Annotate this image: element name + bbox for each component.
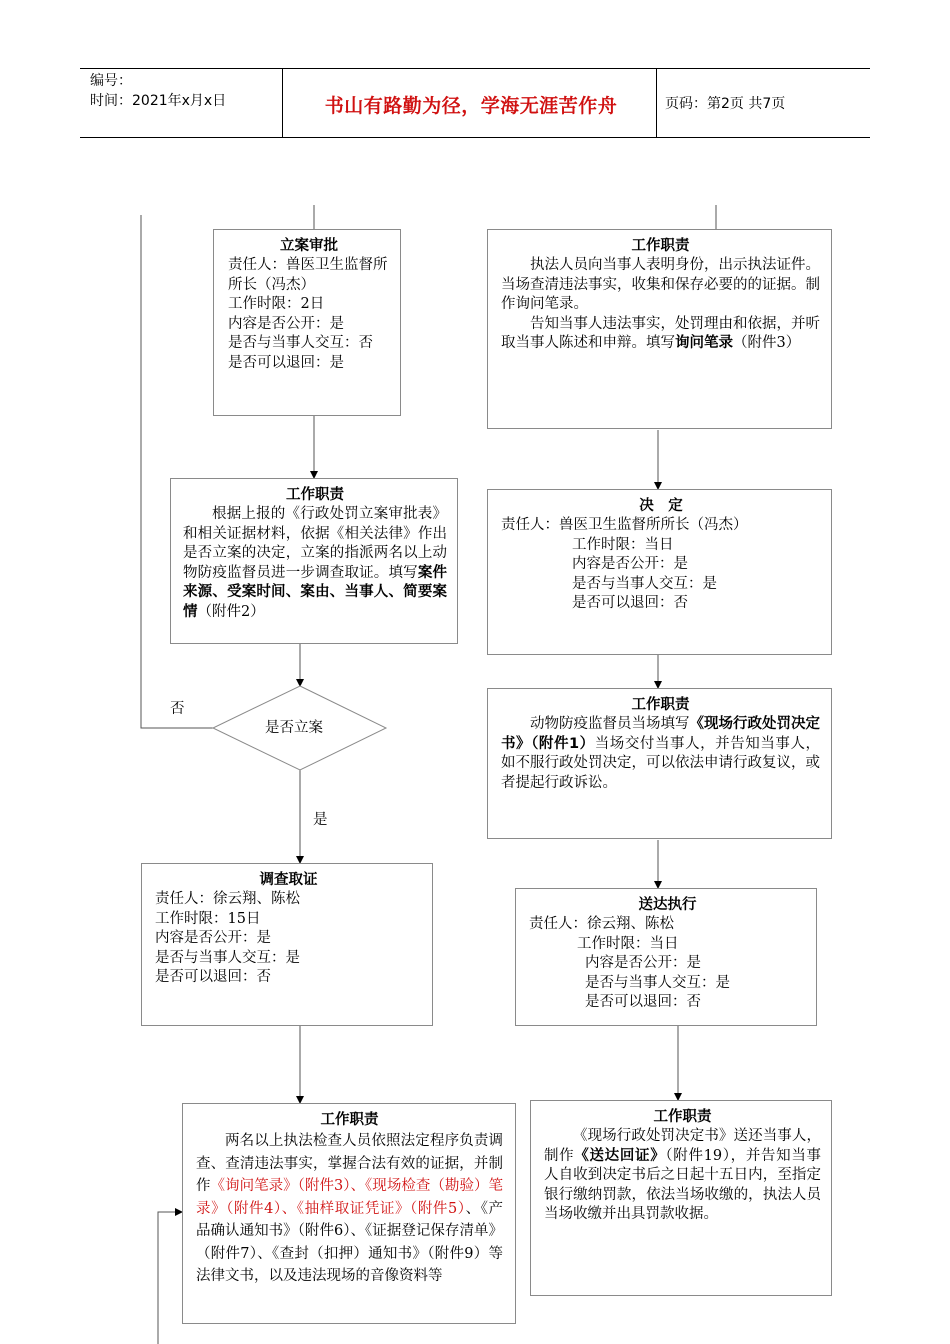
duty-text-bold: 《送达回证》	[574, 1147, 666, 1164]
duty-text	[544, 1127, 821, 1225]
investigation-box	[141, 863, 433, 1026]
duty-box-register	[170, 478, 458, 644]
responsible-line: 责任人：兽医卫生监督所所长（冯杰）	[228, 257, 388, 293]
duty-box-investigation	[182, 1103, 516, 1324]
interaction-line: 是否与当事人交互：是	[585, 974, 730, 991]
duty-text-bold: 案件来源、受案时间、案由、当事人、简要案情	[183, 564, 448, 620]
decision-no-label: 否	[170, 701, 185, 717]
duty-text-bold: 《现场行政处罚决定书》（附件1）	[501, 716, 820, 752]
duty-text	[196, 1130, 503, 1288]
box-title: 决 定	[639, 498, 683, 514]
number-label: 编号：	[90, 73, 132, 89]
register-approval-box	[213, 229, 401, 416]
duty-text-b: （附件3）	[733, 335, 801, 351]
responsible-line: 责任人：徐云翔、陈松	[155, 891, 300, 907]
decision-question: 是否立案	[265, 720, 323, 736]
duty-text-b: 当场交付当事人，并告知当事人，如不服行政处罚决定，可以依法申请行政复议，或者提起行政诉讼。	[501, 735, 821, 791]
box-title: 工作职责	[631, 697, 690, 713]
duty-text-a: 根据上报的《行政处罚立案审批表》和相关证据材料，依据《相关法律》作出是否立案的决定，立案的指派两名以上动物防疫监督员进一步调查取证。填写	[183, 506, 447, 581]
decision-box	[487, 489, 832, 655]
interaction-line: 是否与当事人交互：否	[228, 335, 373, 351]
duty-box-penalty	[487, 688, 832, 839]
box-title: 立案审批	[280, 238, 338, 254]
duty-box-delivery	[530, 1100, 832, 1296]
duty-text-b: （附件19），并告知当事人自收到决定书后之日起十五日内，至指定银行缴纳罚款，依法当场收缴的，执法人员当场收缴并出具罚款收据。	[544, 1147, 822, 1222]
duty-text	[501, 715, 820, 793]
duty-text	[183, 505, 447, 622]
return-line: 是否可以退回：是	[228, 354, 344, 371]
time-limit-line: 工作时限：当日	[577, 935, 679, 952]
duty-text-bold: 询问笔录	[675, 335, 733, 351]
page-info: 页码：第2页 共7页	[665, 96, 786, 112]
delivery-box	[515, 888, 817, 1026]
return-line: 是否可以退回：否	[585, 994, 701, 1010]
box-title: 送达执行	[638, 897, 697, 913]
time-limit-line: 工作时限：当日	[572, 536, 674, 553]
time-limit-line: 工作时限：2日	[228, 296, 325, 312]
duty-text-a: 两名以上执法检查人员依照法定程序负责调查、查清违法事实，掌握合法有效的证据，并制作	[196, 1133, 503, 1194]
duty-text-a: 动物防疫监督员当场填写	[530, 716, 690, 732]
interaction-line: 是否与当事人交互：是	[155, 949, 300, 966]
duty-text-red: 《询问笔录》（附件3）、《现场检查（勘验）笔录》（附件4）、《抽样取证凭证》（附件5）	[196, 1178, 503, 1217]
duty-text-a: 告知当事人违法事实，处罚理由和依据，并听取当事人陈述和申辩。填写	[501, 315, 820, 351]
responsible-line: 责任人：徐云翔、陈松	[529, 916, 674, 932]
responsible-line: 责任人：兽医卫生监督所所长（冯杰）	[501, 517, 748, 533]
box-title: 工作职责	[320, 1112, 379, 1128]
duty-paragraph-1: 执法人员向当事人表明身份，出示执法证件。当场查清违法事实，收集和保存必要的的证据。制作询问笔录。	[501, 257, 820, 312]
decision-details	[501, 536, 821, 614]
time-label: 时间：2021年x月x日	[90, 93, 227, 109]
box-title: 调查取证	[259, 872, 318, 888]
duty-box-identification	[487, 229, 832, 429]
header-motto: 书山有路勤为径，学海无涯苦作舟	[324, 95, 618, 117]
public-line: 内容是否公开：是	[572, 556, 688, 572]
duty-text-b: （附件2）	[197, 603, 265, 620]
public-line: 内容是否公开：是	[228, 315, 344, 332]
time-limit-line: 工作时限：15日	[155, 910, 261, 927]
box-title: 工作职责	[286, 487, 344, 503]
box-title: 工作职责	[631, 238, 690, 254]
duty-text-b: 、《产品确认通知书》（附件6）、《证据登记保存清单》（附件7）、《查封（扣押）通知书》（附件9）等法律文书，以及违法现场的音像资料等	[196, 1200, 504, 1284]
box-title: 工作职责	[653, 1109, 712, 1125]
public-line: 内容是否公开：是	[585, 955, 701, 971]
interaction-line: 是否与当事人交互：是	[572, 575, 717, 592]
duty-text-a: 《现场行政处罚决定书》送还当事人，制作	[544, 1128, 821, 1164]
duty-paragraph-2	[501, 315, 820, 354]
return-line: 是否可以退回：否	[155, 969, 271, 985]
public-line: 内容是否公开：是	[155, 930, 271, 946]
decision-yes-label: 是	[313, 812, 328, 828]
return-line: 是否可以退回：否	[572, 595, 688, 611]
